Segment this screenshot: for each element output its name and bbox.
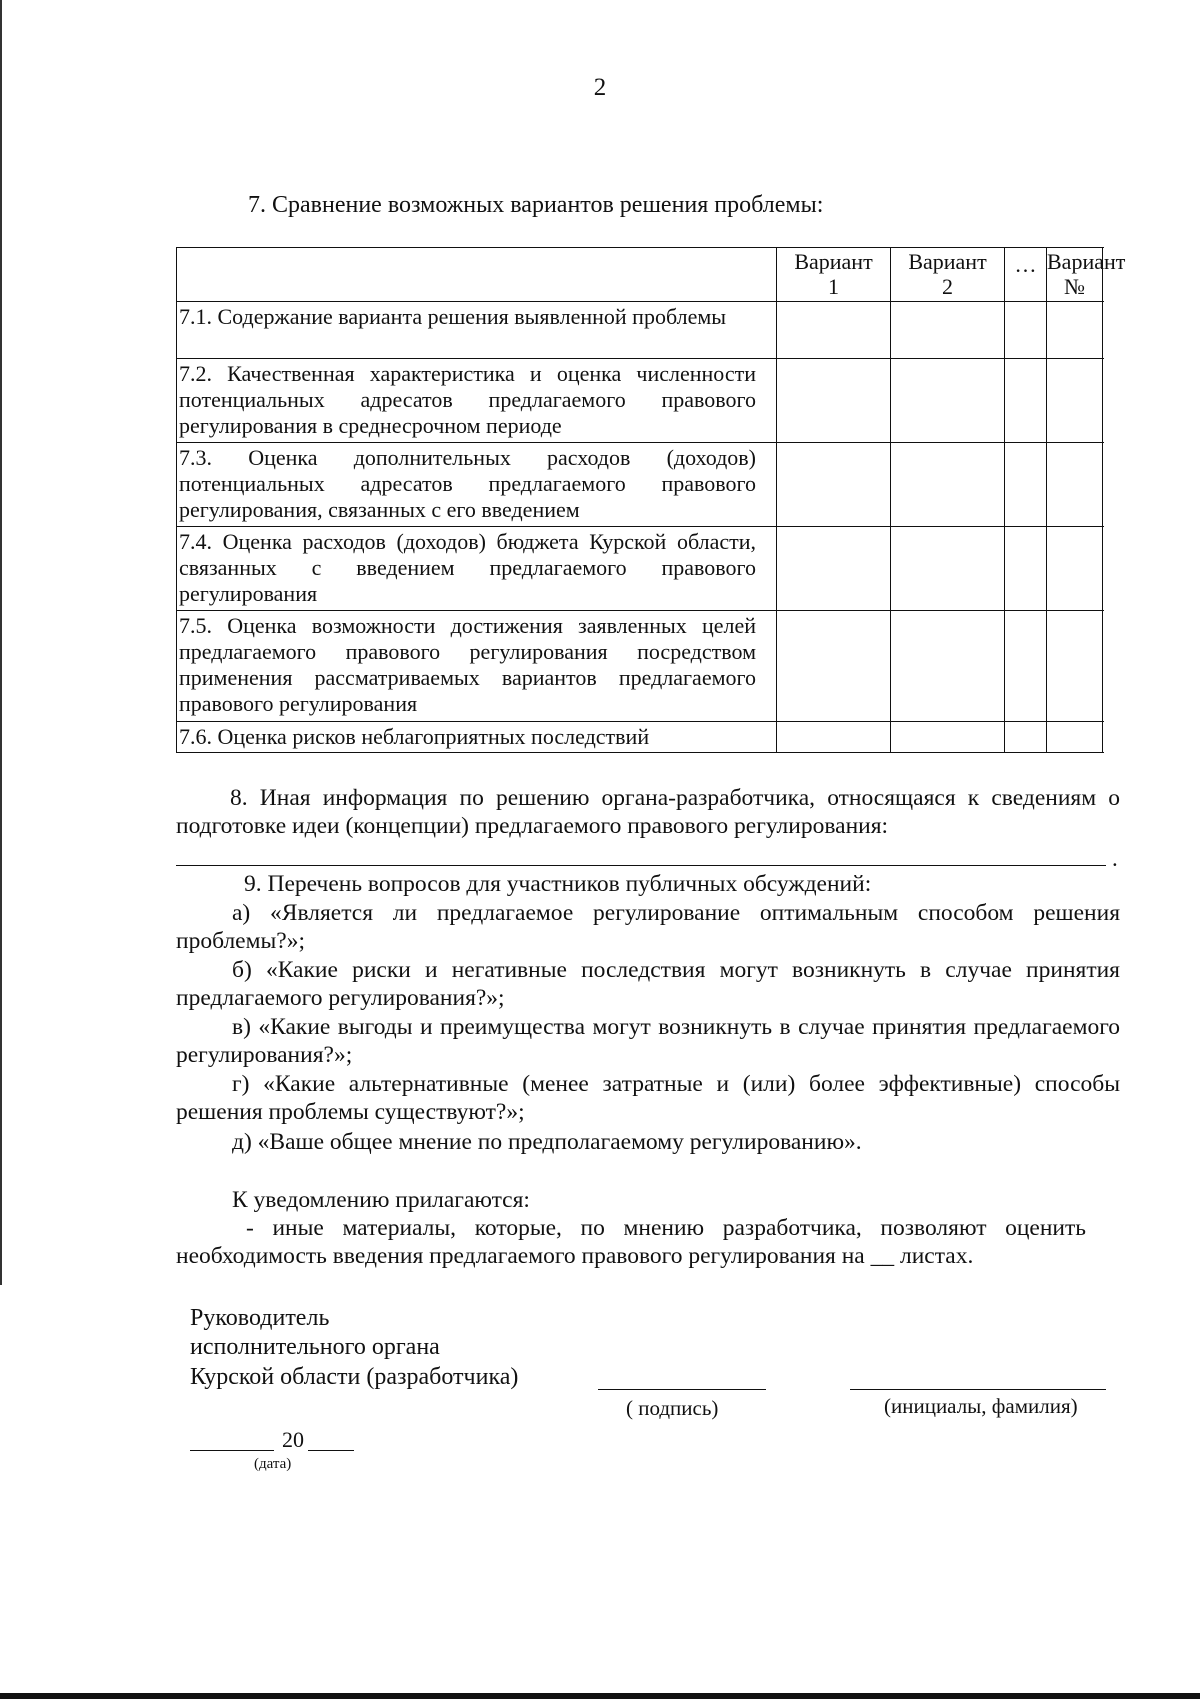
date-day-month-line xyxy=(190,1450,274,1451)
row-label-7-3: 7.3. Оценка дополнительных расходов (доходов) потенциальных адресатов предлагаемого правового регулирования, связанных с его введением xyxy=(177,443,777,527)
page-number: 2 xyxy=(593,74,607,101)
table-row xyxy=(177,611,1103,722)
table-cell xyxy=(1047,302,1103,359)
signature-caption: ( подпись) xyxy=(626,1396,719,1420)
table-cell xyxy=(1005,722,1047,753)
name-caption: (инициалы, фамилия) xyxy=(884,1394,1078,1418)
signer-title-line-1: Руководитель xyxy=(190,1305,330,1331)
date-year-prefix: 20 xyxy=(282,1427,304,1452)
table-cell xyxy=(1005,527,1047,611)
scan-bottom-edge xyxy=(0,1693,1200,1699)
table-cell xyxy=(1047,611,1103,722)
table-cell xyxy=(1047,359,1103,443)
row-label-7-2: 7.2. Качественная характеристика и оценка численности потенциальных адресатов предлагаемого правового регулирования в среднесрочном периоде xyxy=(177,359,777,443)
table-header-row xyxy=(177,248,1103,302)
name-line xyxy=(850,1389,1106,1390)
section-8-text: 8. Иная информация по решению органа-разработчика, относящаяся к сведениям о подготовке идеи (концепции) предлагаемого правового регулирования: xyxy=(176,785,1120,839)
scan-left-edge xyxy=(0,0,2,1285)
table-row xyxy=(177,527,1103,611)
header-variant-1: Вариант 1 xyxy=(777,248,891,302)
section-8-fill-line xyxy=(176,865,1106,866)
header-empty-cell xyxy=(177,248,777,302)
table-cell xyxy=(1005,302,1047,359)
question-v: в) «Какие выгоды и преимущества могут возникнуть в случае принятия предлагаемого регулирования?»; xyxy=(176,1014,1120,1068)
question-a: а) «Является ли предлагаемое регулирование оптимальным способом решения проблемы?»; xyxy=(176,900,1120,954)
header-variant-n: Вариант № xyxy=(1047,248,1103,302)
question-b: б) «Какие риски и негативные последствия могут возникнуть в случае принятия предлагаемого регулирования?»; xyxy=(176,957,1120,1011)
signer-title-line-3: Курской области (разработчика) xyxy=(190,1364,519,1390)
table-cell xyxy=(891,722,1005,753)
table-row xyxy=(177,722,1103,753)
table-cell xyxy=(891,611,1005,722)
table-cell xyxy=(1047,443,1103,527)
header-ellipsis: … xyxy=(1005,248,1047,302)
attachments-text: - иные материалы, которые, по мнению разработчика, позволяют оценить необходимость введения предлагаемого правового регулирования на __ листах. xyxy=(176,1215,1086,1269)
row-label-7-4: 7.4. Оценка расходов (доходов) бюджета Курской области, связанных с введением предлагаемого правового регулирования xyxy=(177,527,777,611)
row-label-7-6: 7.6. Оценка рисков неблагоприятных последствий xyxy=(177,722,777,753)
question-d: д) «Ваше общее мнение по предполагаемому регулированию». xyxy=(232,1129,862,1155)
table-cell xyxy=(777,722,891,753)
section-8-end-dot: . xyxy=(1112,846,1118,871)
attachments-title: К уведомлению прилагаются: xyxy=(232,1187,530,1213)
row-label-7-1: 7.1. Содержание варианта решения выявленной проблемы xyxy=(177,302,777,359)
table-cell xyxy=(777,359,891,443)
table-row xyxy=(177,443,1103,527)
row-label-7-5: 7.5. Оценка возможности достижения заявленных целей предлагаемого правового регулирования посредством применения рассматриваемых вариантов предлагаемого правового регулирования xyxy=(177,611,777,722)
signer-title-line-2: исполнительного органа xyxy=(190,1334,440,1360)
table-cell xyxy=(777,302,891,359)
section-9-title: 9. Перечень вопросов для участников публичных обсуждений: xyxy=(244,871,872,897)
signature-line xyxy=(598,1389,766,1390)
table-cell xyxy=(1005,359,1047,443)
section-7-title: 7. Сравнение возможных вариантов решения проблемы: xyxy=(248,192,824,218)
table-row xyxy=(177,359,1103,443)
table-row xyxy=(177,302,1103,359)
date-year-line xyxy=(308,1450,354,1451)
table-cell xyxy=(777,527,891,611)
comparison-table xyxy=(176,247,1126,753)
table-cell xyxy=(1005,611,1047,722)
header-variant-2: Вариант 2 xyxy=(891,248,1005,302)
table-cell xyxy=(1047,527,1103,611)
table-cell xyxy=(777,611,891,722)
table-cell xyxy=(891,443,1005,527)
table-cell xyxy=(777,443,891,527)
table-cell xyxy=(891,359,1005,443)
table-cell xyxy=(1005,443,1047,527)
question-g: г) «Какие альтернативные (менее затратные и (или) более эффективные) способы решения проблемы существуют?»; xyxy=(176,1071,1120,1125)
date-caption: (дата) xyxy=(254,1456,292,1472)
table-cell xyxy=(891,527,1005,611)
table-cell xyxy=(1047,722,1103,753)
table-cell xyxy=(891,302,1005,359)
